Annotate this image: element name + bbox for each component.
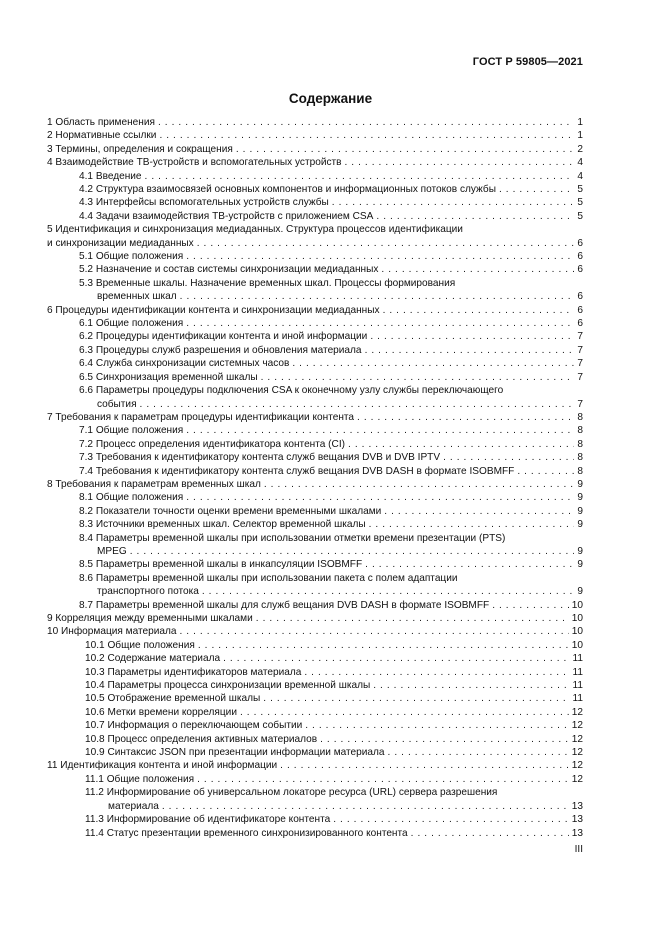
toc-leader-dots — [304, 666, 569, 679]
toc-entry-page: 6 — [577, 264, 583, 276]
toc-entry-page: 9 — [577, 559, 583, 571]
toc-entry — [47, 344, 583, 357]
toc-entry — [47, 666, 583, 679]
toc-entry-page: 5 — [577, 184, 583, 196]
toc-leader-dots — [159, 129, 574, 142]
toc-leader-dots — [381, 263, 574, 276]
toc-leader-dots — [130, 545, 575, 558]
toc-entry-page: 6 — [577, 318, 583, 330]
toc-leader-dots — [140, 398, 575, 411]
toc-entry — [47, 719, 583, 732]
toc-entry-title: 8.1 Общие положения — [79, 492, 184, 504]
toc-entry-page: 9 — [577, 545, 583, 557]
toc-entry-page: 5 — [577, 210, 583, 222]
toc-entry-page: 12 — [571, 733, 583, 745]
page-number: III — [574, 844, 583, 855]
toc-entry-page: 1 — [577, 116, 583, 128]
toc-entry — [47, 156, 583, 169]
toc-entry-page: 12 — [571, 773, 583, 785]
toc-entry — [47, 585, 583, 598]
toc-leader-dots — [369, 518, 575, 531]
toc-entry — [47, 116, 583, 129]
toc-entry — [47, 692, 583, 705]
toc-entry-page: 13 — [571, 814, 583, 826]
toc-entry — [47, 331, 583, 344]
toc-entry — [47, 558, 583, 571]
toc-entry — [47, 304, 583, 317]
toc-entry-title: 8.2 Показатели точности оценки времени временными шкалами — [79, 505, 382, 517]
page-title: Содержание — [288, 91, 373, 106]
toc-entry — [47, 491, 583, 504]
toc-entry-title: 10.2 Содержание материала — [85, 653, 221, 665]
toc-entry-page: 8 — [577, 425, 583, 437]
toc-entry-page: 12 — [571, 706, 583, 718]
toc-leader-dots — [179, 625, 568, 638]
toc-leader-dots — [517, 465, 574, 478]
toc-entry-title: 10 Информация материала — [47, 626, 177, 638]
toc-entry-page: 2 — [577, 143, 583, 155]
toc-entry-title: 10.4 Параметры процесса синхронизации временной шкалы — [85, 680, 371, 692]
toc-entry — [47, 800, 583, 813]
toc-entry — [47, 317, 583, 330]
toc-leader-dots — [365, 558, 574, 571]
toc-leader-dots — [499, 183, 574, 196]
toc-entry-title: 5.2 Назначение и состав системы синхронизации медиаданных — [79, 264, 379, 276]
toc-entry-title: 8.5 Параметры временной шкалы в инкапсуляции ISOBMFF — [79, 559, 363, 571]
toc-entry-page: 12 — [571, 760, 583, 772]
toc-entry — [47, 129, 583, 142]
toc-entry-title: 10.3 Параметры идентификаторов материала — [85, 666, 302, 678]
toc-entry-page: 11 — [572, 653, 583, 665]
toc-entry-page: 7 — [577, 371, 583, 383]
toc-entry — [47, 371, 583, 384]
toc-entry-title: 6.2 Процедуры идентификации контента и иной информации — [79, 331, 368, 343]
toc-entry-title: 11.3 Информирование об идентификаторе контента — [85, 814, 331, 826]
toc-entry-page: 10 — [571, 613, 583, 625]
toc-entry — [47, 572, 583, 585]
toc-entry — [47, 532, 583, 545]
toc-entry-title: 7.1 Общие положения — [79, 425, 184, 437]
toc-entry — [47, 639, 583, 652]
toc-entry-title: 7 Требования к параметрам процедуры идентификации контента — [47, 411, 355, 423]
toc-entry — [47, 599, 583, 612]
toc-leader-dots — [492, 599, 569, 612]
toc-leader-dots — [186, 424, 574, 437]
toc-entry-title: 10.9 Синтаксис JSON при презентации информации материала — [85, 747, 385, 759]
toc-entry-title: 7.2 Процесс определения идентификатора контента (CI) — [79, 438, 346, 450]
toc-leader-dots — [280, 760, 569, 773]
toc-entry-page: 4 — [577, 170, 583, 182]
toc-entry-title: 5.3 Временные шкалы. Назначение временных шкал. Процессы формирования — [79, 277, 456, 289]
toc-entry-title: 3 Термины, определения и сокращения — [47, 143, 233, 155]
toc-entry-title: 4.4 Задачи взаимодействия ТВ-устройств с приложением CSA — [79, 210, 374, 222]
toc-leader-dots — [384, 505, 574, 518]
toc-leader-dots — [388, 746, 569, 759]
table-of-contents — [47, 116, 583, 840]
toc-leader-dots — [197, 773, 569, 786]
toc-leader-dots — [332, 196, 575, 209]
toc-entry-page: 9 — [577, 586, 583, 598]
toc-entry-title: 11.2 Информирование об универсальном локаторе ресурса (URL) сервера разрешения — [85, 787, 498, 799]
toc-entry — [47, 652, 583, 665]
toc-entry — [47, 237, 583, 250]
toc-entry-title: 8.7 Параметры временной шкалы для служб вещания DVB DASH в формате ISOBMFF — [79, 599, 490, 611]
toc-entry-page: 4 — [577, 157, 583, 169]
toc-entry-page: 9 — [577, 519, 583, 531]
toc-leader-dots — [198, 639, 569, 652]
toc-entry — [47, 250, 583, 263]
toc-entry — [47, 384, 583, 397]
toc-leader-dots — [256, 612, 569, 625]
toc-entry — [47, 424, 583, 437]
toc-entry-title: 6.4 Служба синхронизации системных часов — [79, 358, 290, 370]
toc-leader-dots — [186, 491, 574, 504]
toc-leader-dots — [261, 371, 575, 384]
toc-leader-dots — [383, 304, 575, 317]
toc-entry-title: и синхронизации медиаданных — [47, 237, 194, 249]
toc-entry-title: 8.3 Источники временных шкал. Селектор временной шкалы — [79, 519, 366, 531]
toc-entry-page: 8 — [577, 465, 583, 477]
toc-entry-page: 11 — [572, 693, 583, 705]
toc-entry — [47, 786, 583, 799]
toc-entry-title: 2 Нормативные ссылки — [47, 130, 157, 142]
toc-leader-dots — [373, 679, 569, 692]
toc-entry — [47, 773, 583, 786]
toc-entry-page: 7 — [577, 398, 583, 410]
toc-entry-page: 11 — [572, 666, 583, 678]
toc-entry-title: 8.6 Параметры временной шкалы при использовании пакета с полем адаптации — [79, 572, 458, 584]
toc-entry-title: 6.6 Параметры процедуры подключения CSA к оконечному узлу службы переключающего — [79, 385, 504, 397]
toc-leader-dots — [292, 357, 574, 370]
toc-leader-dots — [240, 706, 569, 719]
toc-entry-title: 4.1 Введение — [79, 170, 142, 182]
toc-entry-page: 7 — [577, 358, 583, 370]
toc-leader-dots — [333, 813, 569, 826]
toc-entry-page: 13 — [571, 800, 583, 812]
toc-entry-title: 10.8 Процесс определения активных материалов — [85, 733, 318, 745]
toc-leader-dots — [264, 478, 575, 491]
toc-entry — [47, 746, 583, 759]
toc-entry-title: события — [97, 398, 137, 410]
toc-entry-title: 10.1 Общие положения — [85, 639, 195, 651]
toc-entry — [47, 263, 583, 276]
toc-entry — [47, 183, 583, 196]
toc-leader-dots — [186, 317, 574, 330]
toc-entry — [47, 451, 583, 464]
toc-entry-title: 6.5 Синхронизация временной шкалы — [79, 371, 258, 383]
toc-entry — [47, 545, 583, 558]
toc-entry-page: 10 — [571, 639, 583, 651]
toc-entry — [47, 612, 583, 625]
toc-entry-title: 10.5 Отображение временной шкалы — [85, 693, 261, 705]
toc-leader-dots — [345, 156, 575, 169]
toc-entry — [47, 706, 583, 719]
toc-entry — [47, 290, 583, 303]
toc-entry-title: 10.7 Информация о переключающем событии — [85, 720, 303, 732]
toc-entry — [47, 196, 583, 209]
toc-entry-page: 8 — [577, 438, 583, 450]
toc-leader-dots — [348, 438, 574, 451]
toc-entry-page: 11 — [572, 680, 583, 692]
toc-leader-dots — [263, 692, 569, 705]
toc-entry — [47, 827, 583, 840]
toc-leader-dots — [180, 290, 575, 303]
toc-entry-title: 4 Взаимодействие ТВ-устройств и вспомогательных устройств — [47, 157, 342, 169]
toc-entry-title: 7.4 Требования к идентификатору контента служб вещания DVB DASH в формате ISOBMFF — [79, 465, 515, 477]
toc-entry-title: 10.6 Метки времени корреляции — [85, 706, 237, 718]
toc-entry — [47, 465, 583, 478]
toc-leader-dots — [411, 827, 569, 840]
toc-entry — [47, 679, 583, 692]
toc-entry-page: 5 — [577, 197, 583, 209]
toc-leader-dots — [162, 800, 569, 813]
toc-leader-dots — [443, 451, 574, 464]
toc-entry-title: 5.1 Общие положения — [79, 251, 184, 263]
toc-leader-dots — [365, 344, 575, 357]
toc-entry-page: 8 — [577, 452, 583, 464]
toc-entry-title: материала — [108, 800, 159, 812]
toc-entry — [47, 760, 583, 773]
toc-entry-page: 10 — [571, 626, 583, 638]
toc-entry-title: 9 Корреляция между временными шкалами — [47, 613, 253, 625]
toc-entry-page: 6 — [577, 251, 583, 263]
toc-entry — [47, 143, 583, 156]
toc-entry-title: 1 Область применения — [47, 116, 155, 128]
toc-entry-title: 4.3 Интерфейсы вспомогательных устройств службы — [79, 197, 329, 209]
toc-entry-page: 9 — [577, 492, 583, 504]
toc-entry-page: 6 — [577, 291, 583, 303]
standard-number: ГОСТ Р 59805—2021 — [472, 56, 583, 68]
toc-leader-dots — [197, 237, 575, 250]
toc-leader-dots — [145, 170, 575, 183]
toc-entry-title: 11.4 Статус презентации временного синхронизированного контента — [85, 827, 408, 839]
toc-entry — [47, 357, 583, 370]
toc-entry-page: 1 — [577, 130, 583, 142]
toc-entry-title: транспортного потока — [97, 586, 199, 598]
toc-entry — [47, 625, 583, 638]
toc-entry-page: 8 — [577, 411, 583, 423]
toc-leader-dots — [357, 411, 574, 424]
toc-entry-title: 8 Требования к параметрам временных шкал — [47, 478, 261, 490]
toc-leader-dots — [158, 116, 574, 129]
toc-entry — [47, 210, 583, 223]
toc-entry-title: 6.1 Общие положения — [79, 318, 184, 330]
toc-entry-title: временных шкал — [97, 291, 177, 303]
toc-entry-title: MPEG — [97, 545, 127, 557]
toc-entry-page: 10 — [571, 599, 583, 611]
toc-entry-page: 6 — [577, 237, 583, 249]
toc-entry-title: 6.3 Процедуры служб разрешения и обновления материала — [79, 344, 362, 356]
toc-entry-title: 11 Идентификация контента и иной информации — [47, 760, 278, 772]
toc-entry-title: 7.3 Требования к идентификатору контента служб вещания DVB и DVB IPTV — [79, 452, 441, 464]
toc-entry — [47, 518, 583, 531]
toc-entry — [47, 813, 583, 826]
toc-entry — [47, 505, 583, 518]
toc-entry-page: 9 — [577, 478, 583, 490]
toc-entry-page: 12 — [571, 720, 583, 732]
toc-leader-dots — [305, 719, 569, 732]
toc-entry — [47, 277, 583, 290]
toc-leader-dots — [202, 585, 575, 598]
toc-leader-dots — [320, 733, 569, 746]
toc-leader-dots — [376, 210, 574, 223]
toc-entry-page: 7 — [577, 331, 583, 343]
toc-entry-title: 11.1 Общие положения — [85, 773, 195, 785]
toc-leader-dots — [223, 652, 569, 665]
toc-entry-page: 13 — [571, 827, 583, 839]
toc-leader-dots — [370, 331, 574, 344]
toc-entry-title: 6 Процедуры идентификации контента и синхронизации медиаданных — [47, 304, 380, 316]
toc-entry — [47, 398, 583, 411]
toc-entry — [47, 170, 583, 183]
toc-entry — [47, 478, 583, 491]
toc-leader-dots — [186, 250, 574, 263]
toc-entry-title: 8.4 Параметры временной шкалы при использовании отметки времени презентации (PTS) — [79, 532, 506, 544]
toc-entry-page: 12 — [571, 747, 583, 759]
toc-entry — [47, 411, 583, 424]
toc-entry-page: 9 — [577, 505, 583, 517]
toc-entry — [47, 438, 583, 451]
toc-entry-title: 5 Идентификация и синхронизация медиаданных. Структура процессов идентификации — [47, 224, 463, 236]
toc-entry-page: 6 — [577, 304, 583, 316]
toc-entry — [47, 223, 583, 236]
toc-entry-page: 7 — [577, 344, 583, 356]
toc-leader-dots — [236, 143, 575, 156]
toc-entry — [47, 733, 583, 746]
toc-entry-title: 4.2 Структура взаимосвязей основных компонентов и информационных потоков службы — [79, 184, 496, 196]
